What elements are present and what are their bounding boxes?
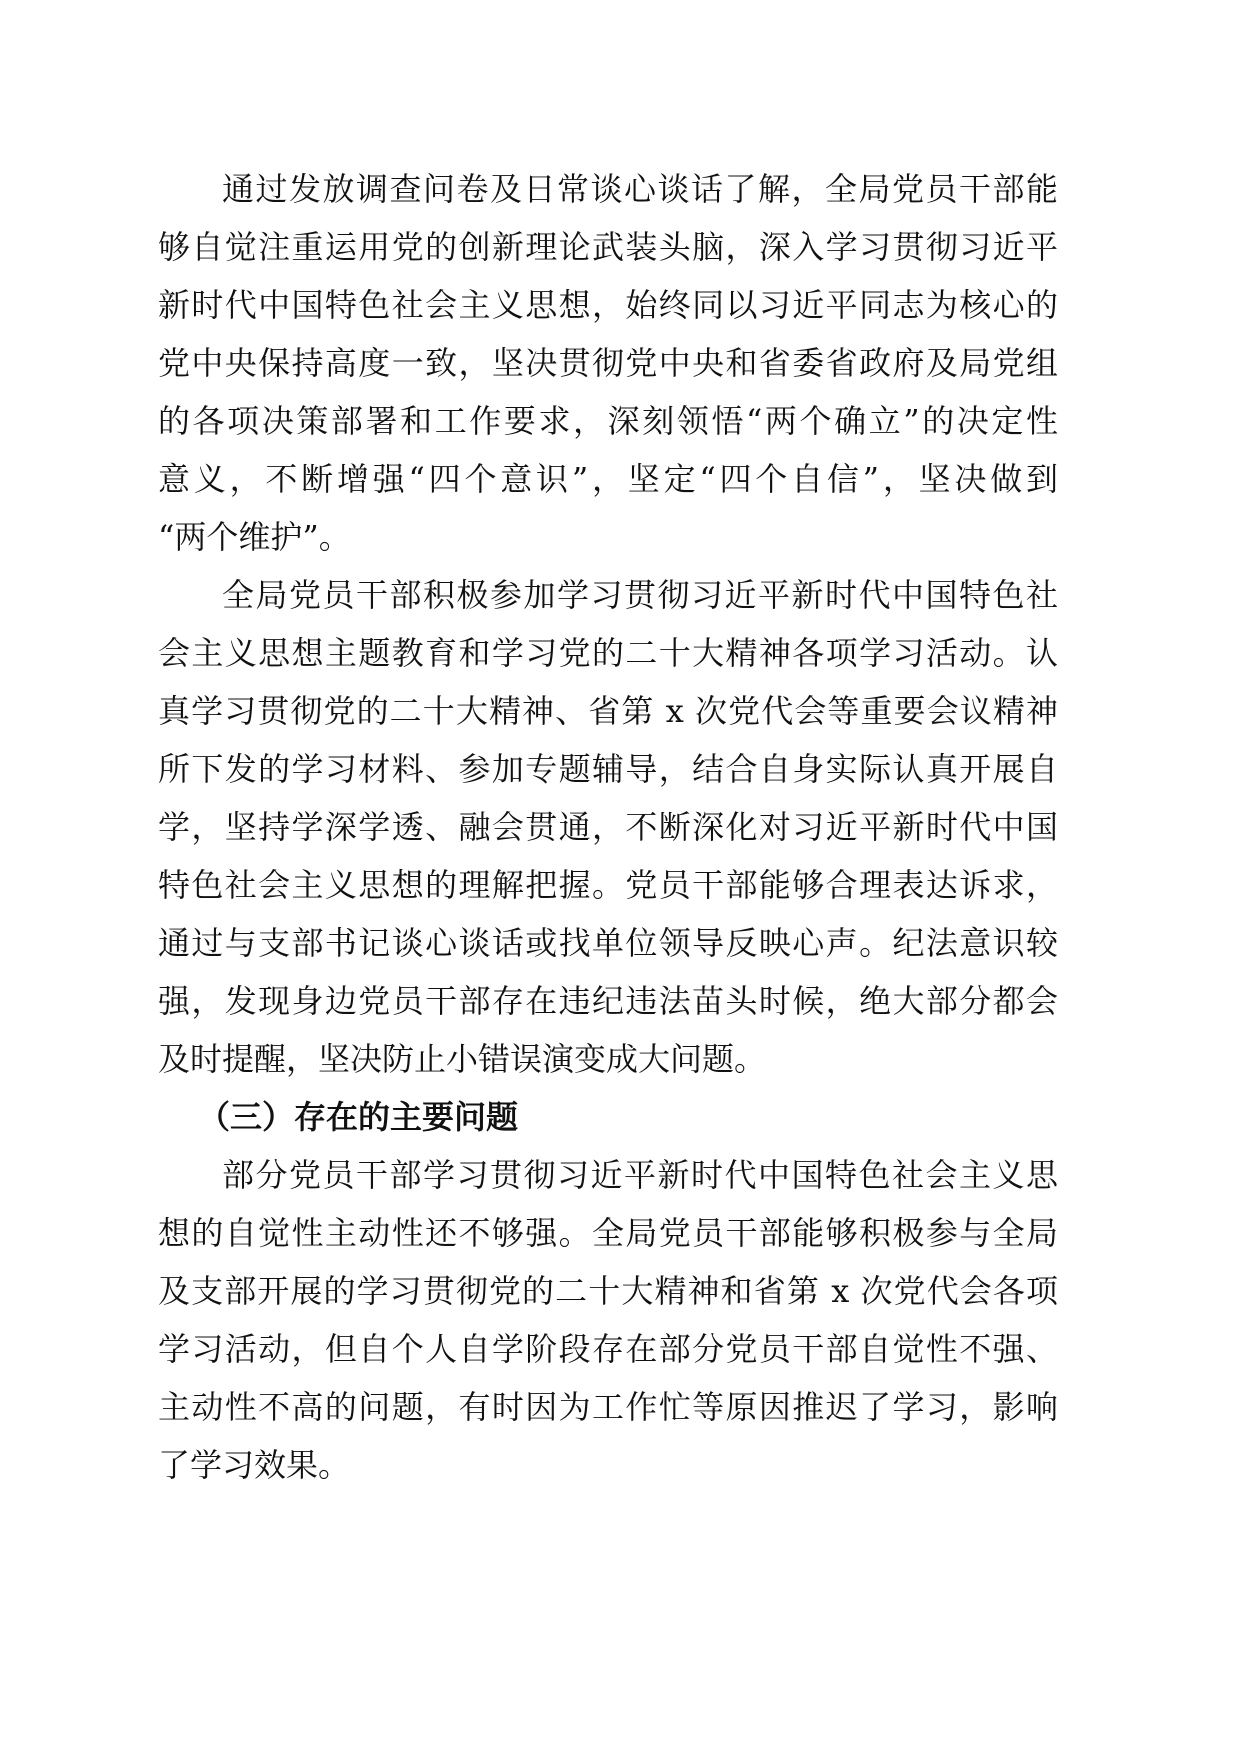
paragraph-line: 新时代中国特色社会主义思想，始终同以习近平同志为核心的: [158, 286, 1058, 324]
paragraph-line: 意义，不断增强“四个意识”，坚定“四个自信”，坚决做到: [158, 460, 1058, 498]
paragraph-line: 所下发的学习材料、参加专题辅导，结合自身实际认真开展自: [158, 750, 1058, 788]
paragraph-line: 及时提醒，坚决防止小错误演变成大问题。: [158, 1040, 767, 1078]
paragraph-line: 想的自觉性主动性还不够强。全局党员干部能够积极参与全局: [158, 1214, 1058, 1252]
paragraph-line: 特色社会主义思想的理解把握。党员干部能够合理表达诉求，: [158, 866, 1058, 904]
paragraph-line: 党中央保持高度一致，坚决贯彻党中央和省委省政府及局党组: [158, 344, 1058, 382]
paragraph-line: 主动性不高的问题，有时因为工作忙等原因推迟了学习，影响: [158, 1388, 1058, 1426]
paragraph-line: 学习活动，但自个人自学阶段存在部分党员干部自觉性不强、: [158, 1330, 1058, 1368]
paragraph-line: 会主义思想主题教育和学习党的二十大精神各项学习活动。认: [158, 634, 1058, 672]
paragraph-line: 的各项决策部署和工作要求，深刻领悟“两个确立”的决定性: [158, 402, 1058, 440]
paragraph-line: 学，坚持学深学透、融会贯通，不断深化对习近平新时代中国: [158, 808, 1058, 846]
paragraph-line: 了学习效果。: [158, 1446, 351, 1484]
document-page: [158, 0, 1058, 1754]
paragraph-line: 通过发放调查问卷及日常谈心谈话了解，全局党员干部能: [222, 170, 1058, 208]
paragraph-line: 通过与支部书记谈心谈话或找单位领导反映心声。纪法意识较: [158, 924, 1058, 962]
paragraph-line: 强，发现身边党员干部存在违纪违法苗头时候，绝大部分都会: [158, 982, 1058, 1020]
paragraph-line: 全局党员干部积极参加学习贯彻习近平新时代中国特色社: [222, 576, 1058, 614]
section-heading: （三）存在的主要问题: [198, 1098, 519, 1136]
paragraph-line: 及支部开展的学习贯彻党的二十大精神和省第 x 次党代会各项: [158, 1272, 1058, 1310]
paragraph-line: 真学习贯彻党的二十大精神、省第 x 次党代会等重要会议精神: [158, 692, 1058, 730]
paragraph-line: 部分党员干部学习贯彻习近平新时代中国特色社会主义思: [222, 1156, 1058, 1194]
paragraph-line: 够自觉注重运用党的创新理论武装头脑，深入学习贯彻习近平: [158, 228, 1058, 266]
paragraph-line: “两个维护”。: [158, 518, 351, 556]
